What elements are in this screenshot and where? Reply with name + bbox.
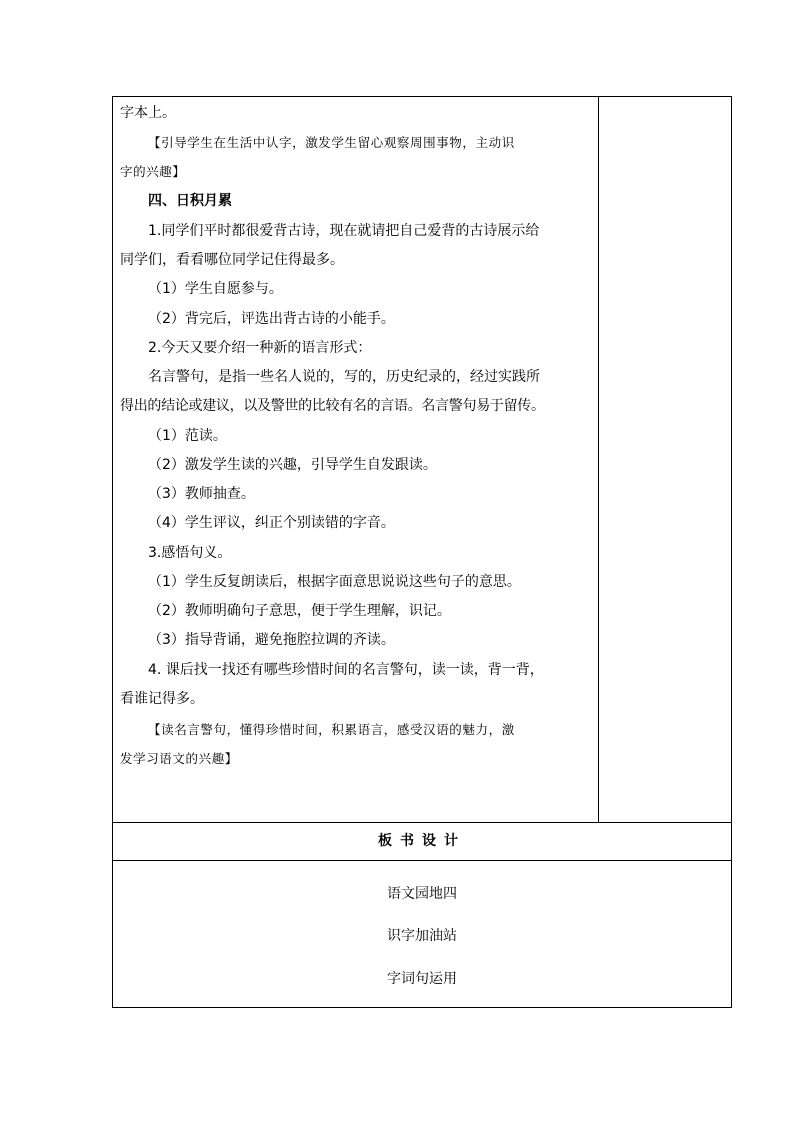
text-line: （3）教师抽查。 xyxy=(148,486,255,502)
teaching-note: 字的兴趣】 xyxy=(120,164,186,179)
text-line: 1.同学们平时都很爱背古诗，现在就请把自己爱背的古诗展示给 xyxy=(148,223,540,239)
section-heading: 四、日积月累 xyxy=(148,193,232,209)
board-item: 识字加油站 xyxy=(387,928,457,944)
text-line: （2）激发学生读的兴趣，引导学生自发跟读。 xyxy=(148,457,437,473)
text-line: 看谁记得多。 xyxy=(120,691,204,707)
text-line: （2）教师明确句子意思，便于学生理解，识记。 xyxy=(148,603,451,619)
text-line: 同学们，看看哪位同学记住得最多。 xyxy=(120,252,344,268)
text-line: （3）指导背诵，避免拖腔拉调的齐读。 xyxy=(148,632,395,648)
board-design-title: 板书设计 xyxy=(378,833,466,849)
text-line: 名言警句，是指一些名人说的，写的，历史纪录的，经过实践所 xyxy=(148,369,540,385)
text-line: （2）背完后，评选出背古诗的小能手。 xyxy=(148,311,395,327)
text-line: 得出的结论或建议，以及警世的比较有名的言语。名言警句易于留传。 xyxy=(120,398,545,414)
row-divider-bottom xyxy=(112,860,732,861)
teaching-note: 发学习语文的兴趣】 xyxy=(120,751,238,766)
teaching-note: 【读名言警句，懂得珍惜时间，积累语言，感受汉语的魅力，激 xyxy=(148,722,515,737)
text-line: 3.感悟句义。 xyxy=(148,545,232,561)
text-line: 2.今天又要介绍一种新的语言形式： xyxy=(148,340,372,356)
text-line: 字本上。 xyxy=(120,105,176,121)
text-line: （1）学生自愿参与。 xyxy=(148,281,283,297)
text-line: （4）学生评议，纠正个别读错的字音。 xyxy=(148,515,395,531)
board-item: 语文园地四 xyxy=(387,886,457,902)
text-line: （1）学生反复朗读后，根据字面意思说说这些句子的意思。 xyxy=(148,574,521,590)
board-item: 字词句运用 xyxy=(387,971,457,987)
column-divider xyxy=(598,96,599,822)
text-line: （1）范读。 xyxy=(148,428,227,444)
teaching-note: 【引导学生在生活中认字，激发学生留心观察周围事物，主动识 xyxy=(148,135,515,150)
text-line: 4. 课后找一找还有哪些珍惜时间的名言警句，读一读，背一背， xyxy=(148,662,544,678)
